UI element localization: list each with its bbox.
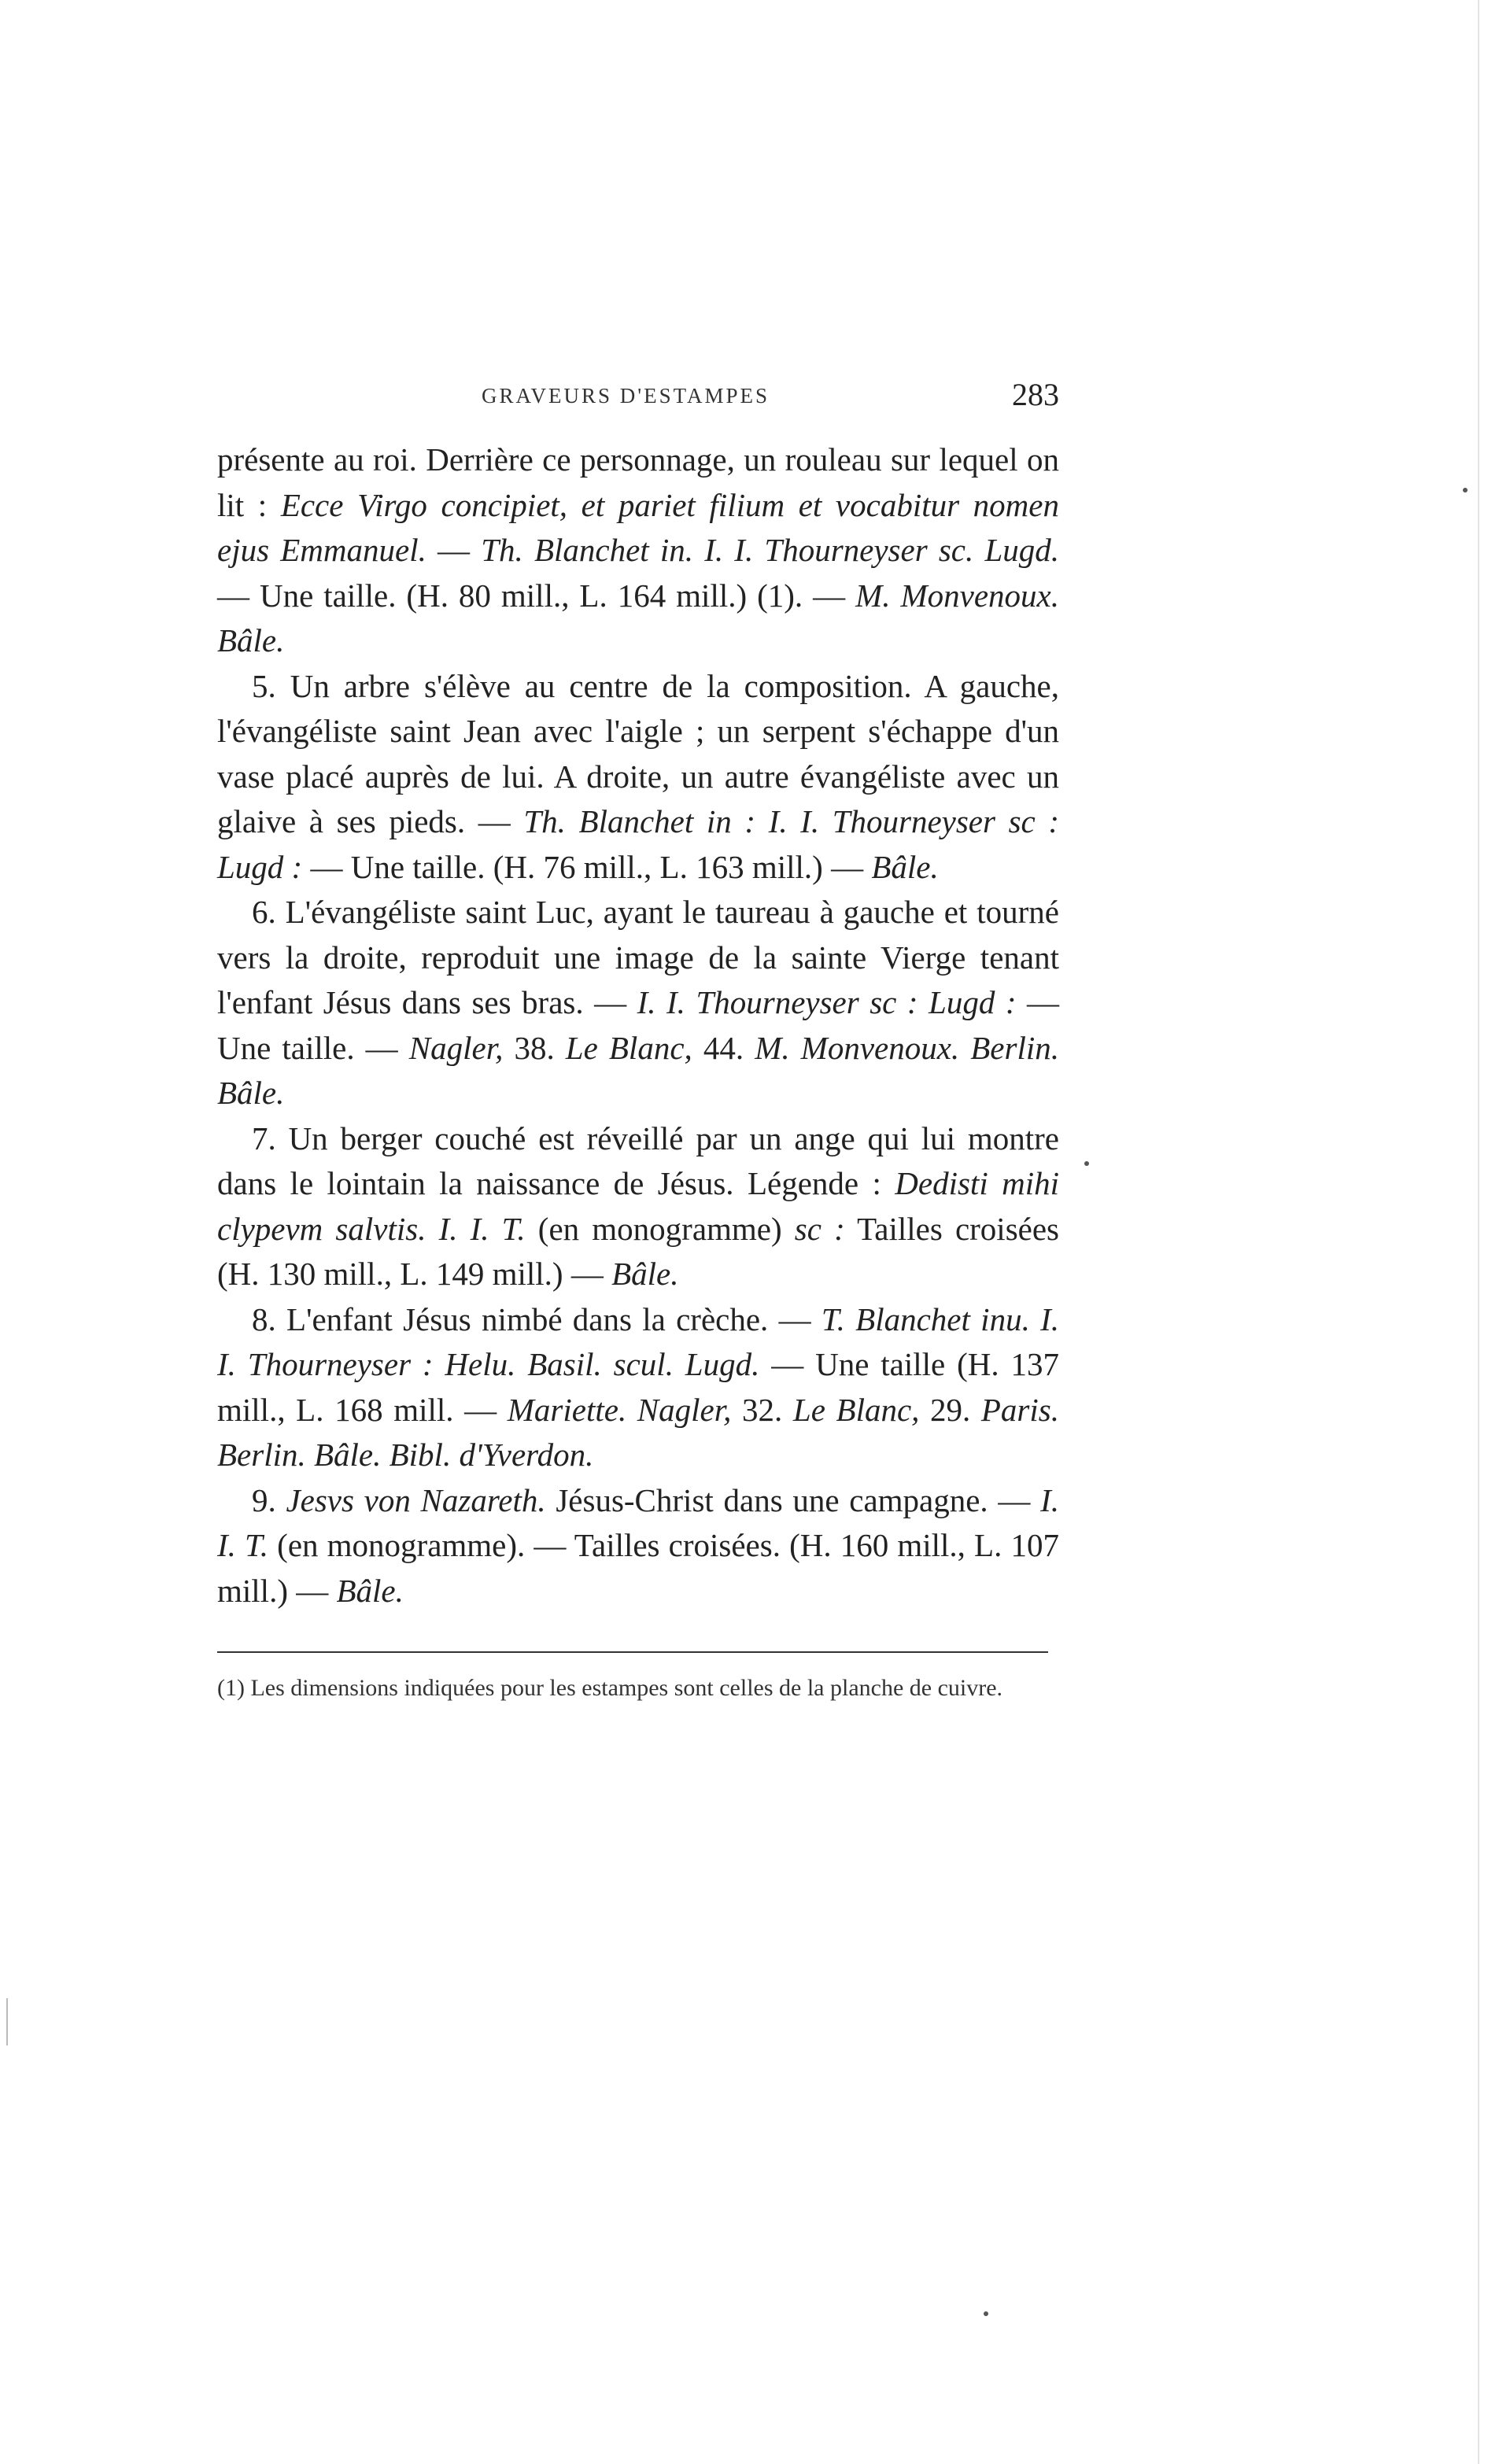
scan-margin-line [6, 1998, 8, 2045]
entry-8: 8. L'enfant Jésus nimbé dans la crèche. — T. Blanchet inu. I. I. Thourneyser : Helu. Basil. scul. Lugd. — Une taille (H. 137 mill., L. 168 mill. — Mariette. Nagler, 32. Le Blanc, 29. Paris. Berlin. Bâle. Bibl. d'Yverdon. [217, 1300, 1060, 1473]
scan-speck [1084, 1161, 1089, 1166]
book-page [217, 376, 1059, 1728]
entry-6: 6. L'évangéliste saint Luc, ayant le taureau à gauche et tourné vers la droite, reproduit une image de la sainte Vierge tenant l'enfant Jésus dans ses bras. — I. I. Thourneyser sc : Lugd : — Une taille. — Nagler, 38. Le Blanc, 44. M. Monvenoux. Berlin. Bâle. [217, 894, 1059, 1111]
scan-margin-line [1478, 0, 1479, 2464]
page-header [217, 376, 1059, 423]
entry-5: 5. Un arbre s'élève au centre de la composition. A gauche, l'évangéliste saint Jean avec l'aigle ; un serpent s'échappe d'un vase placé auprès de lui. A droite, un autre évangéliste avec un glaive à ses pieds. — Th. Blanchet in : I. I. Thourneyser sc : Lugd : — Une taille. (H. 76 mill., L. 163 mill.) — Bâle. [217, 667, 1060, 885]
entry-9: 9. Jesvs von Nazareth. Jésus-Christ dans une campagne. — I. I. T. (en monogramme). — Tailles croisées. (H. 160 mill., L. 107 mill.) — Bâle. [217, 1481, 1059, 1609]
scan-speck [1463, 488, 1468, 492]
footnote-divider [217, 1651, 1048, 1653]
scan-speck [984, 2311, 988, 2316]
footnote: (1) Les dimensions indiquées pour les estampes sont celles de la planche de cuivre. [217, 1675, 1003, 1701]
page-body [217, 437, 1059, 1614]
running-head: GRAVEURS D'ESTAMPES [482, 384, 770, 408]
page-number: 283 [1012, 377, 1059, 412]
entry-7: 7. Un berger couché est réveillé par un ange qui lui montre dans le lointain la naissance de Jésus. Légende : Dedisti mihi clypevm salvtis. I. I. T. (en monogramme) sc : Tailles croisées (H. 130 mill., L. 149 mill.) — Bâle. [217, 1119, 1060, 1292]
paragraph-continuation: présente au roi. Derrière ce personnage, un rouleau sur lequel on lit : Ecce Virgo concipiet, et pariet filium et vocabitur nomen ejus Emmanuel. — Th. Blanchet in. I. I. Thourneyser sc. Lugd. — Une taille. (H. 80 mill., L. 164 mill.) (1). — M. Monvenoux. Bâle. [217, 441, 1059, 658]
